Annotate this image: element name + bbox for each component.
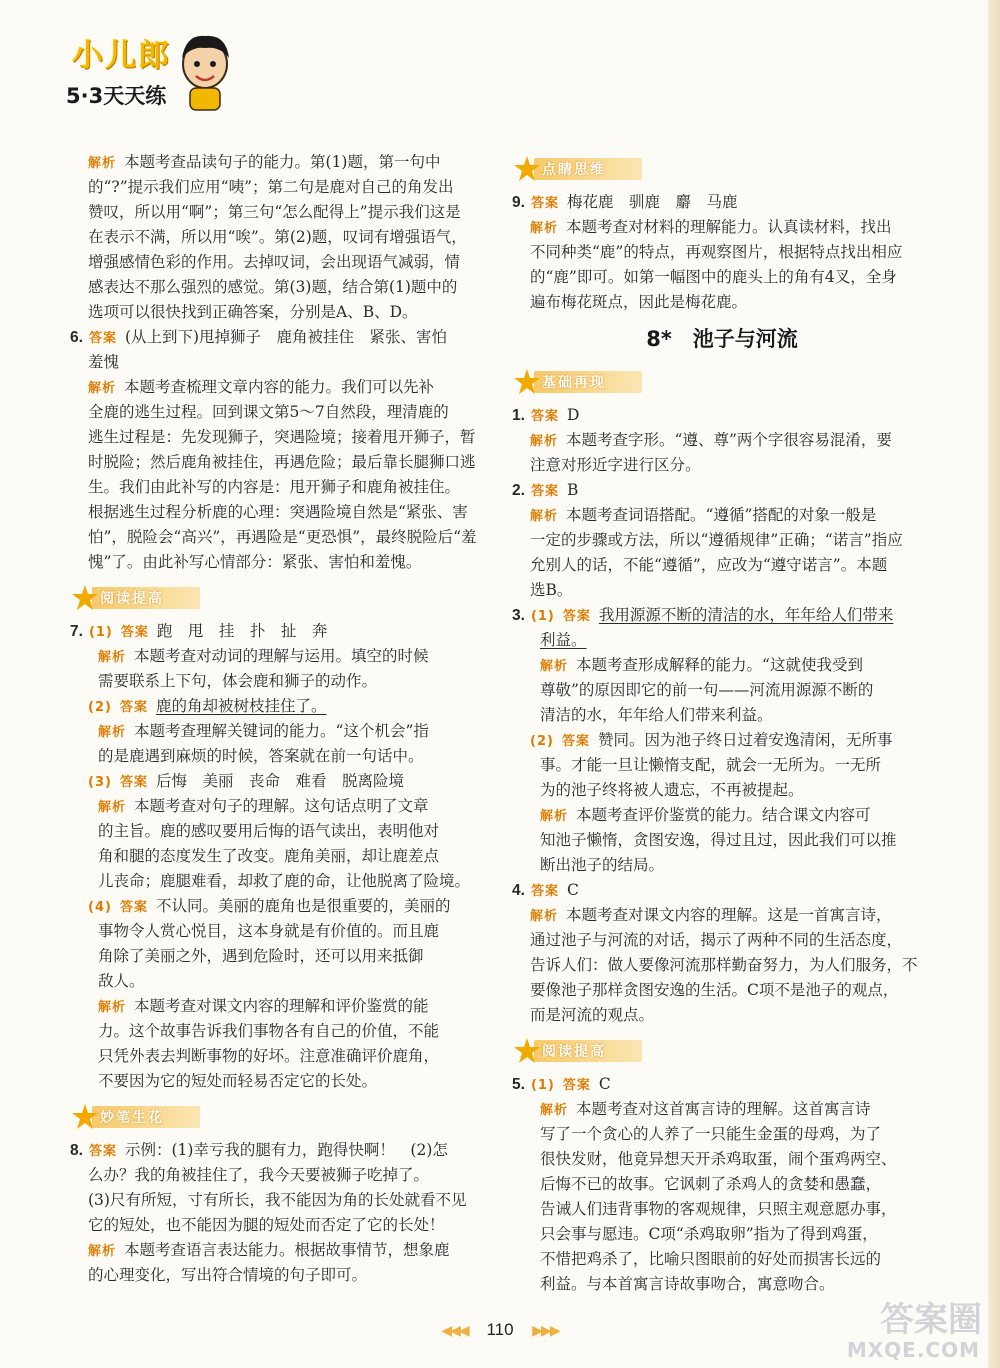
right-arrows-icon: ▶▶▶	[532, 1322, 559, 1338]
analysis-tag: 解析	[98, 725, 127, 740]
q7-1-answer: 7. (1) 答案 跑 甩 挂 扑 扯 奔	[70, 619, 495, 644]
section-thinking	[512, 152, 932, 186]
b4-explanation-line: 告诉人们：做人要像河流那样勤奋努力，为人们服务，不	[530, 956, 918, 974]
q6-explanation-line: 时脱险；然后鹿角被挂住，再遇危险；最后靠长腿狮口逃	[88, 453, 476, 471]
section-label: 基础再现	[542, 375, 606, 391]
q8-explanation-line: 的心理变化，写出符合情境的句子即可。	[88, 1266, 368, 1284]
b1-answer: 1. 答案 D	[512, 403, 932, 428]
q9-explanation-line: 的“鹿”即可。如第一幅图中的鹿头上的角有4叉，全身	[530, 268, 897, 286]
answer-tag: 答案	[120, 625, 149, 640]
q6-explanation-line: 全鹿的逃生过程。回到课文第5～7自然段，理清鹿的	[88, 403, 449, 421]
analysis-tag: 解析	[98, 1000, 127, 1015]
b5-explanation-line: 利益。与本首寓言诗故事吻合，寓意吻合。	[540, 1275, 835, 1293]
answer-tag: 答案	[562, 1078, 591, 1093]
section-label: 阅读提高	[100, 591, 164, 607]
brand-logo	[62, 28, 242, 112]
b4-explanation-line: 而是河流的观点。	[530, 1006, 655, 1024]
b5-explanation-line: 告诫人们违背事物的客观规律，只照主观意愿办事，	[540, 1200, 897, 1218]
b2-answer: 2. 答案 B	[512, 478, 932, 503]
answer-tag: 答案	[562, 609, 591, 624]
answer-tag: 答案	[530, 196, 559, 211]
b5-explanation-line: 不惜把鸡杀了，比喻只图眼前的好处而损害长远的	[540, 1250, 882, 1268]
b1-explanation-line: 解析 本题考查字形。“遵、尊”两个字很容易混淆，要	[512, 428, 932, 453]
q8-explanation-line: 解析 本题考查语言表达能力。根据故事情节，想象鹿	[70, 1238, 495, 1263]
q7-4-explanation-line: 解析 本题考查对课文内容的理解和评价鉴赏的能	[70, 994, 495, 1019]
q8-answer-line: (3)尺有所短，寸有所长，我不能因为角的长处就看不见	[88, 1191, 467, 1209]
q6-explanation-line: 愧”了。由此补写心情部分：紧张、害怕和羞愧。	[88, 553, 422, 571]
section-label: 阅读提高	[542, 1044, 606, 1060]
b5-explanation-line: 很快发财，他竟异想天开杀鸡取蛋，闹个蛋鸡两空、	[540, 1150, 897, 1168]
answer-tag: 答案	[530, 884, 559, 899]
q8-number: 8.	[70, 1142, 83, 1159]
q7-3-explanation-line: 解析 本题考查对句子的理解。这句话点明了文章	[70, 794, 495, 819]
answer-tag: 答案	[119, 900, 148, 915]
b1-explanation-line: 注意对形近字进行区分。	[530, 456, 701, 474]
q5-explanation-line: 解析 本题考查品读句子的能力。第(1)题，第一句中	[70, 150, 495, 175]
analysis-tag: 解析	[98, 650, 127, 665]
q7-number: 7.	[70, 623, 83, 640]
b2-explanation-line: 选B。	[530, 581, 573, 599]
b3-2-explanation-line: 知池子懒惰，贪图安逸，得过且过，因此我们可以推	[540, 831, 897, 849]
answer-tag: 答案	[530, 484, 559, 499]
b2-explanation-line: 解析 本题考查词语搭配。“遵循”搭配的对象一般是	[512, 503, 932, 528]
q7-3-explanation-line: 的主旨。鹿的感叹要用后悔的语气读出，表明他对	[98, 822, 440, 840]
b2-number: 2.	[512, 482, 525, 499]
section-writing	[70, 1100, 495, 1134]
watermark	[842, 1292, 982, 1362]
page-edge	[988, 0, 1000, 1368]
q5-explanation-line: 在表示不满，所以用“唉”。第(2)题，叹词有增强语气，	[88, 228, 467, 246]
q7-2-explanation-line: 的是鹿遇到麻烦的时候，答案就在前一句话中。	[98, 747, 424, 765]
q7-4-answer-line: 事物令人赏心悦目，这本身就是有价值的。而且鹿	[98, 922, 440, 940]
b5-number: 5.	[512, 1076, 525, 1093]
q5-explanation-line: 赞叹，所以用“啊”；第三句“怎么配得上”提示我们这是	[88, 203, 461, 221]
b4-explanation-line: 解析 本题考查对课文内容的理解。这是一首寓言诗，	[512, 903, 932, 928]
q6-explanation-line: 逃生过程是：先发现狮子，突遇险境；接着甩开狮子，暂	[88, 428, 476, 446]
analysis-tag: 解析	[530, 221, 559, 236]
answer-tag: 答案	[530, 409, 559, 424]
b3-1-answer: 3. (1) 答案 我用源源不断的清洁的水，年年给人们带来	[512, 603, 932, 628]
section-reading-improve	[70, 581, 495, 615]
q8-answer-line: 它的短处，也不能因为腿的短处而否定了它的长处！	[88, 1216, 445, 1234]
star-icon	[512, 1036, 542, 1066]
watermark-url: MXQE.COM	[846, 1338, 980, 1362]
analysis-tag: 解析	[530, 909, 559, 924]
lesson-title: 8* 池子与河流	[646, 327, 798, 351]
q8-answer: 8. 答案 示例：(1)幸亏我的腿有力，跑得快啊！ (2)怎	[70, 1138, 495, 1163]
brand-title: 小儿郎	[72, 38, 171, 74]
b5-answer: 5. (1) 答案 C	[512, 1072, 932, 1097]
b3-1-answer-cont: 利益。	[540, 631, 587, 649]
q7-2-answer: (2) 答案 鹿的角却被树枝挂住了。	[70, 694, 495, 719]
q5-explanation-line: 选项可以很快找到正确答案，分别是A、B、D。	[88, 303, 418, 321]
q6-answer-cont: 羞愧	[88, 353, 120, 371]
q5-explanation-line: 的“?”提示我们应用“咦”；第二句是鹿对自己的角发出	[88, 178, 454, 196]
star-icon	[512, 154, 542, 184]
b2-explanation-line: 允别人的话，不能“遵循”，应改为“遵守诺言”。本题	[530, 556, 888, 574]
b3-2-answer-line: 为的池子终将被人遗忘，不再被提起。	[540, 781, 804, 799]
q7-2-explanation-line: 解析 本题考查理解关键词的能力。“这个机会”指	[70, 719, 495, 744]
b3-2-answer: (2) 答案 赞同。因为池子终日过着安逸清闲，无所事	[512, 728, 932, 753]
q9-explanation-line: 不同种类“鹿”的特点，再观察图片，根据特点找出相应	[530, 243, 903, 261]
mascot-boy-icon	[172, 28, 238, 112]
analysis-tag: 解析	[88, 381, 117, 396]
q6-explanation-line: 根据逃生过程分析鹿的心理：突遇险境自然是“紧张、害	[88, 503, 468, 521]
b4-answer: 4. 答案 C	[512, 878, 932, 903]
q6-explanation-line: 解析 本题考查梳理文章内容的能力。我们可以先补	[70, 375, 495, 400]
left-arrows-icon: ◀◀◀	[441, 1322, 468, 1338]
q7-4-explanation-line: 不要因为它的短处而轻易否定它的长处。	[98, 1072, 378, 1090]
q7-4-answer-line: 敌人。	[98, 972, 145, 990]
q9-answer: 9. 答案 梅花鹿 驯鹿 麝 马鹿	[512, 190, 932, 215]
b5-explanation-line: 只会事与愿违。C项“杀鸡取卵”指为了得到鸡蛋，	[540, 1225, 878, 1243]
analysis-tag: 解析	[540, 659, 569, 674]
analysis-tag: 解析	[98, 800, 127, 815]
q6-explanation-line: 怕”，脱险会“高兴”，再遇险是“更恐惧”，最终脱险后“羞	[88, 528, 477, 546]
left-column	[70, 150, 495, 1288]
section-reading-improve-2	[512, 1034, 932, 1068]
section-label: 妙笔生花	[100, 1110, 164, 1126]
q7-4-answer-line: 角除了美丽之外，遇到危险时，还可以用来抵御	[98, 947, 424, 965]
analysis-tag: 解析	[88, 1244, 117, 1259]
b1-number: 1.	[512, 407, 525, 424]
b5-explanation-line: 后悔不已的故事。它讽刺了杀鸡人的贪婪和愚蠢，	[540, 1175, 882, 1193]
b5-explanation-line: 解析 本题考查对这首寓言诗的理解。这首寓言诗	[512, 1097, 932, 1122]
b4-explanation-line: 通过池子与河流的对话，揭示了两种不同的生活态度，	[530, 931, 903, 949]
q7-1-explanation-line: 解析 本题考查对动词的理解与运用。填空的时候	[70, 644, 495, 669]
q7-4-explanation-line: 力。这个故事告诉我们事物各有自己的价值，不能	[98, 1022, 440, 1040]
analysis-tag: 解析	[530, 434, 559, 449]
q5-explanation-line: 感表达不那么强烈的感觉。第(3)题，结合第(1)题中的	[88, 278, 458, 296]
q9-explanation-line: 解析 本题考查对材料的理解能力。认真读材料，找出	[512, 215, 932, 240]
answer-tag: 答案	[88, 1144, 117, 1159]
b5-explanation-line: 写了一个贪心的人养了一只能生金蛋的母鸡，为了	[540, 1125, 882, 1143]
answer-tag: 答案	[119, 700, 148, 715]
analysis-tag: 解析	[540, 809, 569, 824]
answer-tag: 答案	[88, 331, 117, 346]
analysis-tag: 解析	[530, 509, 559, 524]
b3-1-explanation-line: 解析 本题考查形成解释的能力。“这就使我受到	[512, 653, 932, 678]
q7-1-explanation-line: 需要联系上下句，体会鹿和狮子的动作。	[98, 672, 378, 690]
b3-1-explanation-line: 清洁的水，年年给人们带来利益。	[540, 706, 773, 724]
q9-explanation-line: 遍布梅花斑点，因此是梅花鹿。	[530, 293, 748, 311]
brand-subtitle: 5·3天天练	[66, 84, 167, 108]
q9-number: 9.	[512, 194, 525, 211]
b3-1-explanation-line: 尊敬”的原因即它的前一句——河流用源源不断的	[540, 681, 874, 699]
answer-tag: 答案	[119, 775, 148, 790]
q5-explanation-line: 增强感情色彩的作用。去掉叹词，会出现语气减弱，情	[88, 253, 461, 271]
q7-4-answer: (4) 答案 不认同。美丽的鹿角也是很重要的，美丽的	[70, 894, 495, 919]
b4-number: 4.	[512, 882, 525, 899]
b3-2-explanation-line: 断出池子的结局。	[540, 856, 665, 874]
q7-3-explanation-line: 角和腿的态度发生了改变。鹿角美丽，却让鹿差点	[98, 847, 440, 865]
star-icon	[70, 583, 100, 613]
page-number: 110	[486, 1320, 514, 1339]
b3-2-explanation-line: 解析 本题考查评价鉴赏的能力。结合课文内容可	[512, 803, 932, 828]
watermark-text: 答案圈	[880, 1300, 982, 1340]
b3-number: 3.	[512, 607, 525, 624]
section-basics	[512, 365, 932, 399]
right-column	[512, 150, 932, 1297]
b2-explanation-line: 一定的步骤或方法，所以“遵循规律”正确；“诺言”指应	[530, 531, 903, 549]
star-icon	[70, 1102, 100, 1132]
q6-number: 6.	[70, 329, 83, 346]
q7-3-answer: (3) 答案 后悔 美丽 丧命 难看 脱离险境	[70, 769, 495, 794]
q6-answer: 6. 答案 (从上到下)甩掉狮子 鹿角被挂住 紧张、害怕	[70, 325, 495, 350]
b4-explanation-line: 要像池子那样贪图安逸的生活。C项不是池子的观点，	[530, 981, 899, 999]
q6-explanation-line: 生。我们由此补写的内容是：甩开狮子和鹿角被挂住。	[88, 478, 461, 496]
analysis-tag: 解析	[540, 1103, 569, 1118]
answer-tag: 答案	[561, 734, 590, 749]
section-label: 点睛思维	[542, 162, 606, 178]
q7-3-explanation-line: 儿丧命；鹿腿难看，却救了鹿的命，让他脱离了险境。	[98, 872, 471, 890]
q7-4-explanation-line: 只凭外表去判断事物的好坏。注意准确评价鹿角，	[98, 1047, 440, 1065]
q8-answer-line: 么办？我的角被挂住了，我今天要被狮子吃掉了。	[88, 1166, 430, 1184]
star-icon	[512, 367, 542, 397]
analysis-tag: 解析	[88, 156, 117, 171]
b3-2-answer-line: 事。才能一旦让懒惰支配，就会一无所为。一无所	[540, 756, 882, 774]
